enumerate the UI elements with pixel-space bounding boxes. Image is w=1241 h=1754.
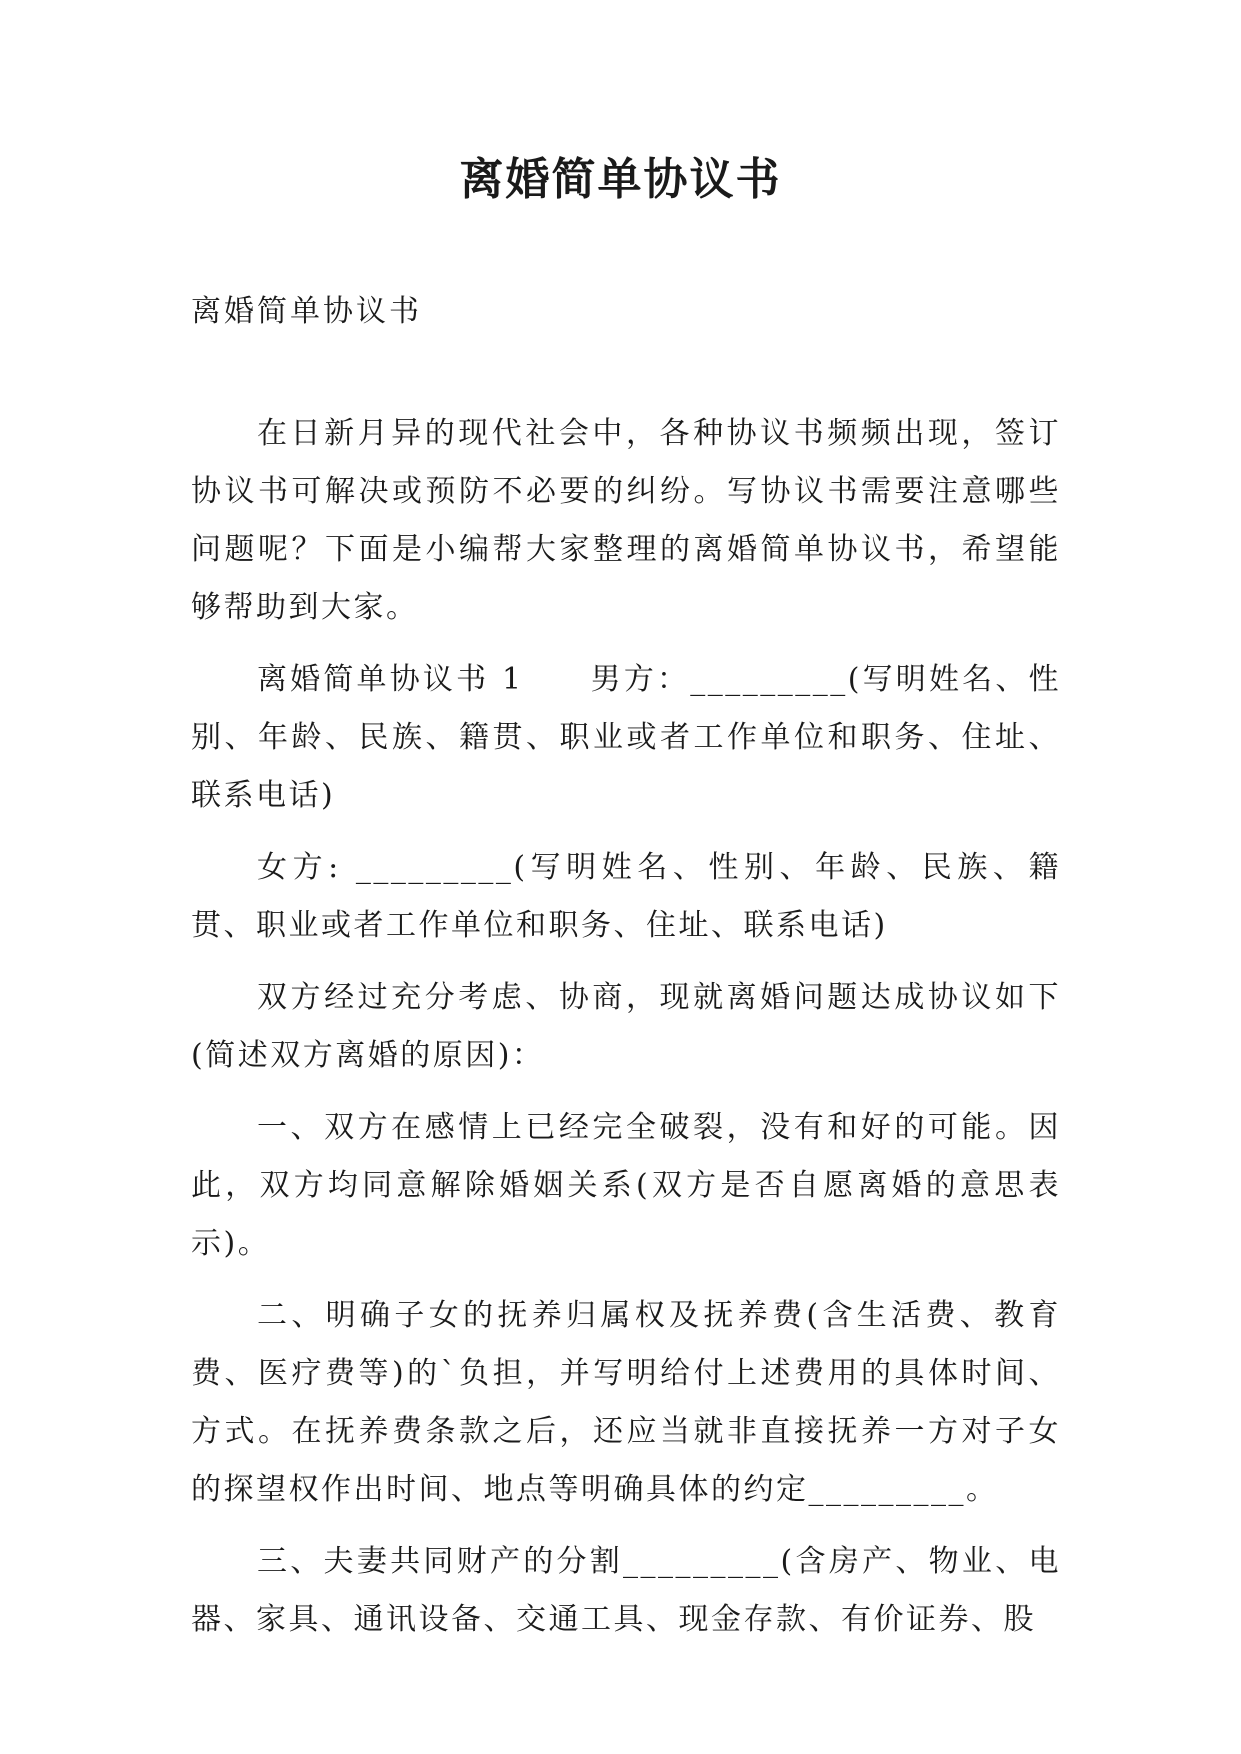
paragraph-clause-2: 二、明确子女的抚养归属权及抚养费(含生活费、教育费、医疗费等)的`负担，并写明给付上述费用的具体时间、方式。在抚养费条款之后，还应当就非直接抚养一方对子女的探望权作出时间、地点等明确具体的约定_________。 xyxy=(191,1298,1061,1507)
paragraph-clause-1: 一、双方在感情上已经完全破裂，没有和好的可能。因此，双方均同意解除婚姻关系(双方是否自愿离婚的意思表示)。 xyxy=(191,1110,1061,1261)
document-title: 离婚简单协议书 xyxy=(459,154,782,205)
paragraph-clause-3: 三、夫妻共同财产的分割_________(含房产、物业、电器、家具、通讯设备、交通工具、现金存款、有价证券、股 xyxy=(191,1544,1061,1637)
document-subtitle: 离婚简单协议书 xyxy=(191,294,422,329)
paragraph-male-party: 离婚简单协议书 1 男方：_________(写明姓名、性别、年龄、民族、籍贯、职业或者工作单位和职务、住址、联系电话) xyxy=(191,662,1061,813)
paragraph-intro: 在日新月异的现代社会中，各种协议书频频出现，签订协议书可解决或预防不必要的纠纷。写协议书需要注意哪些问题呢？下面是小编帮大家整理的离婚简单协议书，希望能够帮助到大家。 xyxy=(191,416,1061,625)
paragraph-agreement-preamble: 双方经过充分考虑、协商，现就离婚问题达成协议如下(简述双方离婚的原因)： xyxy=(191,980,1061,1073)
document-body xyxy=(191,405,1061,1663)
paragraph-female-party: 女方: _________(写明姓名、性别、年龄、民族、籍贯、职业或者工作单位和职务、住址、联系电话) xyxy=(191,850,1061,943)
